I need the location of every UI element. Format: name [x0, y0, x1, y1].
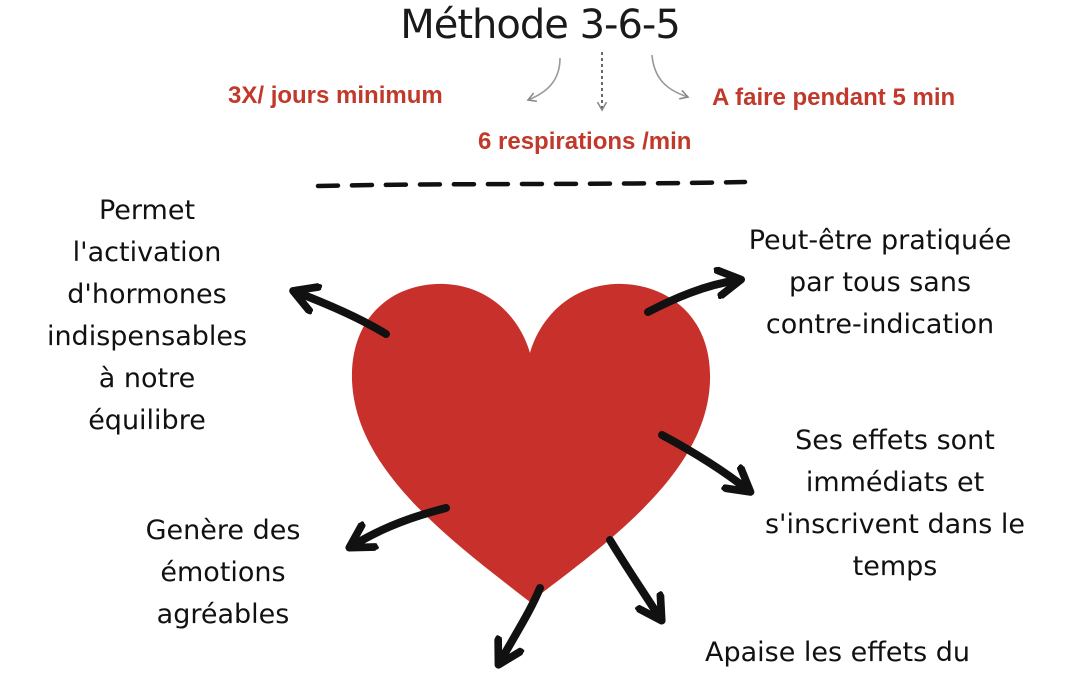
benefit-line: Permet [98, 195, 196, 226]
benefit-bottom-left [118, 510, 328, 636]
arrow-bottom-left [352, 508, 446, 546]
arrow-bottom [500, 588, 540, 662]
benefit-line: d'hormones [67, 279, 227, 310]
benefit-line: s'inscrivent dans le [764, 509, 1026, 540]
benefit-top-right [705, 220, 1055, 346]
benefit-line: à notre [98, 363, 196, 394]
benefit-bottom-right [665, 632, 1010, 674]
benefit-line: immédiats et [805, 467, 985, 498]
benefit-mid-right [730, 420, 1060, 588]
duration-label: A faire pendant 5 min [712, 84, 956, 111]
benefit-line: Ses effets sont [795, 425, 995, 456]
arrow-bottom-right [610, 540, 660, 618]
benefit-line: par tous sans [788, 267, 972, 298]
benefit-line: émotions [160, 557, 286, 588]
benefit-line: agréables [156, 599, 290, 630]
benefit-line: Peut-être pratiquée [748, 225, 1012, 256]
rate-label: 6 respirations /min [478, 128, 692, 155]
benefit-top-left [22, 190, 272, 442]
benefit-line: équilibre [88, 405, 206, 436]
frequency-label: 3X/ jours minimum [228, 82, 443, 109]
benefit-line: Apaise les effets du [705, 637, 970, 668]
benefit-line: l'activation [72, 237, 222, 268]
dashed-divider [318, 182, 745, 186]
benefit-line: indispensables [46, 321, 248, 352]
page-title: Méthode 3-6-5 [400, 2, 680, 48]
benefit-line: Genère des [145, 515, 301, 546]
benefit-line: temps [852, 551, 938, 582]
heart-icon [352, 284, 710, 602]
benefit-line: contre-indication [765, 309, 995, 340]
arrow-to-duration [652, 55, 688, 97]
arrow-top-left [296, 292, 386, 334]
arrow-to-frequency [528, 58, 560, 100]
